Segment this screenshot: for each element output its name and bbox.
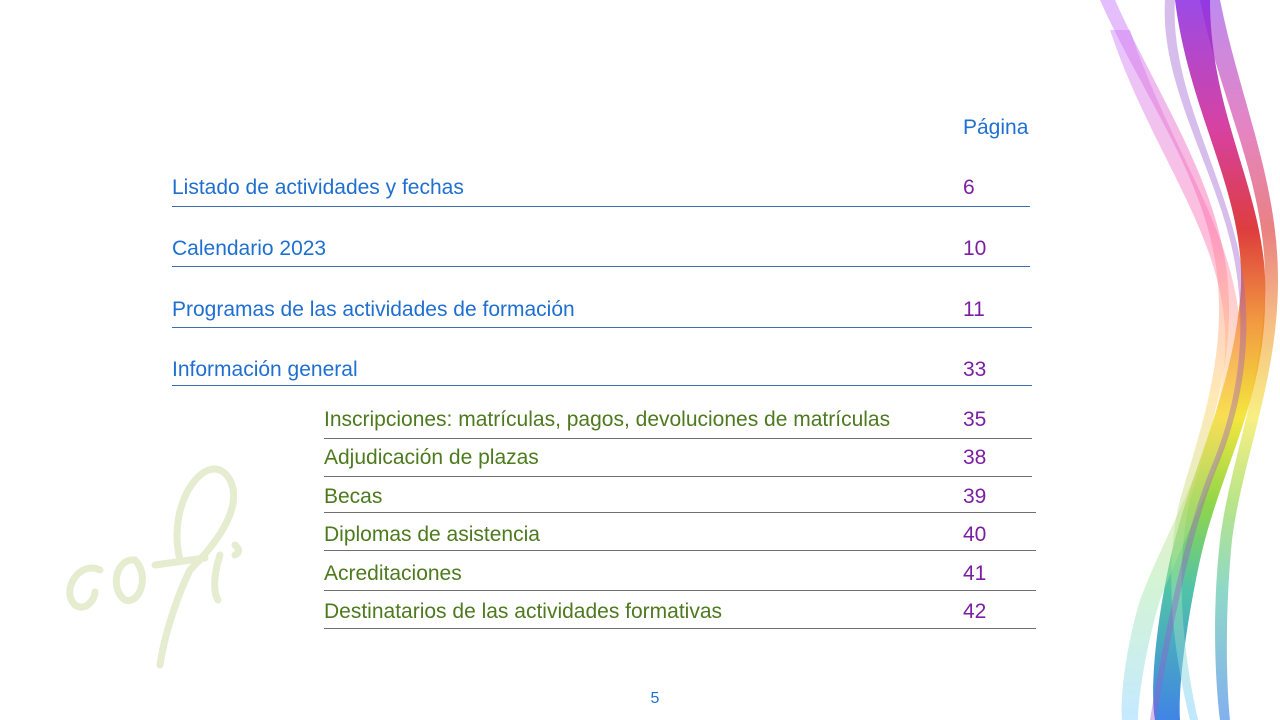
toc-entry-label: Programas de las actividades de formación (172, 298, 575, 321)
toc-rule (324, 590, 1036, 591)
toc-entry-page: 35 (963, 408, 987, 431)
toc-entry-label: Información general (172, 358, 358, 381)
toc-entry-label: Destinatarios de las actividades formativas (324, 600, 723, 623)
toc-entry-label: Calendario 2023 (172, 237, 327, 260)
toc-main-entry[interactable] (172, 358, 1034, 388)
toc-sub-entry[interactable] (324, 600, 1038, 630)
toc-entry-page: 11 (963, 298, 985, 321)
toc-entry-label: Listado de actividades y fechas (172, 176, 464, 199)
toc-entry-page: 41 (963, 562, 987, 585)
toc-rule (324, 512, 1036, 513)
toc-sub-entry[interactable] (324, 562, 1038, 592)
toc-entry-page: 40 (963, 523, 987, 546)
toc-main-entry[interactable] (172, 237, 1032, 269)
toc-rule (324, 628, 1036, 629)
toc-main-entry[interactable] (172, 176, 1032, 208)
toc-rule (324, 438, 1032, 439)
toc-entry-page: 39 (963, 485, 987, 508)
page-column-header: Página (963, 116, 1029, 139)
toc-rule (172, 266, 1030, 267)
toc-rule (172, 327, 1032, 328)
toc-rule (172, 206, 1030, 207)
toc-rule (324, 550, 1036, 551)
toc-entry-page: 10 (963, 237, 987, 260)
cofpi-logo-watermark (40, 440, 280, 680)
toc-entry-label: Inscripciones: matrículas, pagos, devoluciones de matrículas (324, 408, 891, 431)
slide-page-number: 5 (650, 690, 660, 707)
toc-entry-label: Adjudicación de plazas (324, 446, 539, 469)
toc-entry-label: Acreditaciones (324, 562, 462, 585)
toc-entry-label: Becas (324, 485, 383, 508)
toc-rule (324, 476, 1032, 477)
toc-main-entry[interactable] (172, 298, 1034, 330)
toc-sub-entry[interactable] (324, 523, 1038, 553)
toc-entry-page: 33 (963, 358, 987, 381)
toc-sub-entry[interactable] (324, 446, 1034, 478)
toc-sub-entry[interactable] (324, 408, 1034, 440)
toc-sub-entry[interactable] (324, 485, 1038, 515)
toc-entry-label: Diplomas de asistencia (324, 523, 540, 546)
toc-entry-page: 38 (963, 446, 987, 469)
toc-rule (172, 385, 1032, 386)
toc-entry-page: 42 (963, 600, 987, 623)
toc-entry-page: 6 (963, 176, 975, 199)
rainbow-ribbon-decoration (1080, 0, 1280, 720)
